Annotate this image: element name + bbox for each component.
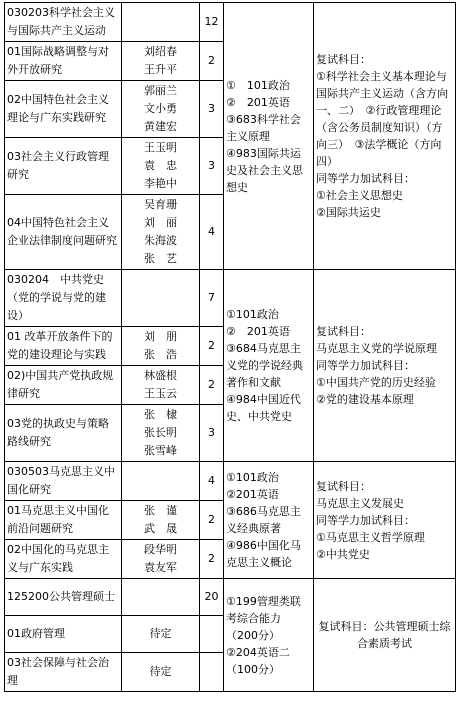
advisors-cell: 张 谨 武 晟 <box>122 501 200 540</box>
retest-subjects-cell <box>314 462 456 579</box>
enrollment-count: 2 <box>200 42 224 81</box>
enrollment-count: 3 <box>200 138 224 195</box>
program-name: 03社会保障与社会治理 <box>5 653 122 692</box>
exam-subject: ④983国际共运史及社会主义思想史 <box>226 146 303 194</box>
advisors-cell <box>122 270 200 327</box>
exam-subject: ①199管理类联考综合能力（200分） <box>226 594 301 642</box>
program-name: 01国际战略调整与对外开放研究 <box>5 42 122 81</box>
retest-subject: ①社会主义思想史 <box>316 189 403 202</box>
advisors-cell: 林盛根 王玉云 <box>122 366 200 405</box>
exam-subject: ②204英语二（100分） <box>226 645 290 676</box>
retest-subject: ②党的建设基本原理 <box>316 393 414 406</box>
advisors-cell: 张 棣 张长明 张雪峰 <box>122 405 200 462</box>
exam-subjects-cell <box>224 579 314 692</box>
exam-subject: ④986中国化马克思主义概论 <box>226 539 301 569</box>
exam-subject: ①101政治 <box>226 471 279 484</box>
advisors-cell: 王玉明 袁 忠 李艳中 <box>122 138 200 195</box>
advisors-cell <box>122 579 200 616</box>
program-name: 030503马克思主义中国化研究 <box>5 462 122 501</box>
exam-table <box>4 2 456 692</box>
enrollment-count: 2 <box>200 327 224 366</box>
advisors-cell: 段华明 袁友军 <box>122 540 200 579</box>
program-name: 01政府管理 <box>5 616 122 653</box>
retest-subject: 马克思主义党的学说原理 <box>316 342 437 355</box>
program-name: 03党的执政史与策略路线研究 <box>5 405 122 462</box>
retest-subject: 同等学力加试科目： <box>316 172 415 185</box>
enrollment-count: 2 <box>200 540 224 579</box>
program-name: 030204 中共党史（党的学说与党的建设） <box>5 270 122 327</box>
enrollment-count: 20 <box>200 579 224 616</box>
program-name: 02中国化的马克思主义与广东实践 <box>5 540 122 579</box>
program-name: 02)中国共产党执政规律研究 <box>5 366 122 405</box>
retest-subjects-cell <box>314 3 456 270</box>
enrollment-count: 4 <box>200 462 224 501</box>
exam-subject: ④984中国近代史、中共党史 <box>226 393 301 423</box>
enrollment-count <box>200 616 224 653</box>
enrollment-count: 7 <box>200 270 224 327</box>
exam-subjects-cell <box>224 270 314 462</box>
table-row <box>5 579 456 616</box>
exam-subject: ③684马克思主义党的学说经典著作和文献 <box>226 342 303 389</box>
retest-subject: ②中共党史 <box>316 547 370 561</box>
enrollment-count: 4 <box>200 195 224 270</box>
exam-subject: ②201英语 <box>226 488 279 501</box>
exam-subject: ③686马克思主义经典原著 <box>226 505 301 535</box>
table-row <box>5 270 456 327</box>
enrollment-count: 12 <box>200 3 224 42</box>
retest-subject: 同等学力加试科目： <box>316 513 415 527</box>
retest-subjects-cell <box>314 579 456 692</box>
program-name: 030203科学社会主义与国际共产主义运动 <box>5 3 122 42</box>
advisors-cell <box>122 3 200 42</box>
retest-subject: ②国际共运史 <box>316 206 381 219</box>
retest-subject: 复试科目： <box>316 53 371 66</box>
table-row <box>5 3 456 42</box>
program-name: 125200公共管理硕士 <box>5 579 122 616</box>
advisors-cell: 刘绍春 王升平 <box>122 42 200 81</box>
program-name: 04中国特色社会主义企业法律制度问题研究 <box>5 195 122 270</box>
retest-subject: 复试科目： <box>316 479 371 493</box>
exam-subject: ② 201英语 <box>226 95 290 109</box>
exam-subject: ② 201英语 <box>226 325 290 338</box>
retest-subject: 复试科目： <box>316 325 371 338</box>
exam-subject: ① 101政治 <box>226 78 290 92</box>
advisors-cell: 郭丽兰 文小勇 黄建宏 <box>122 81 200 138</box>
exam-subjects-cell <box>224 3 314 270</box>
enrollment-count <box>200 653 224 692</box>
enrollment-count: 2 <box>200 366 224 405</box>
advisors-cell <box>122 462 200 501</box>
advisors-cell: 待定 <box>122 653 200 692</box>
enrollment-count: 3 <box>200 81 224 138</box>
retest-subject: ①中国共产党的历史经验 <box>316 376 436 389</box>
retest-subjects-cell <box>314 270 456 462</box>
retest-subject: 马克思主义发展史 <box>316 496 404 510</box>
program-name: 02中国特色社会主义理论与广东实践研究 <box>5 81 122 138</box>
program-name: 01马克思主义中国化前沿问题研究 <box>5 501 122 540</box>
advisors-cell: 待定 <box>122 616 200 653</box>
advisors-cell: 刘 朋 张 浩 <box>122 327 200 366</box>
enrollment-count: 3 <box>200 405 224 462</box>
table-row <box>5 462 456 501</box>
exam-subjects-cell <box>224 462 314 579</box>
program-name: 01 改革开放条件下的党的建设理论与实践 <box>5 327 122 366</box>
advisors-cell: 吴育珊 刘 丽 朱海波 张 艺 <box>122 195 200 270</box>
retest-subject: ①科学社会主义基本理论与国际共产主义运动（含方向一、二） ②行政管理理论（含公务员制度知识）（方向三） ③法学概论（方向四） <box>316 70 448 168</box>
retest-subject: ①马克思主义哲学原理 <box>316 530 425 544</box>
program-name: 03社会主义行政管理研究 <box>5 138 122 195</box>
exam-subject: ①101政治 <box>226 308 279 321</box>
enrollment-count: 2 <box>200 501 224 540</box>
retest-subject: 同等学力加试科目： <box>316 359 415 372</box>
retest-subject: 复试科目：公共管理硕士综合素质考试 <box>318 620 451 650</box>
exam-subject: ③683科学社会主义原理 <box>226 112 301 143</box>
